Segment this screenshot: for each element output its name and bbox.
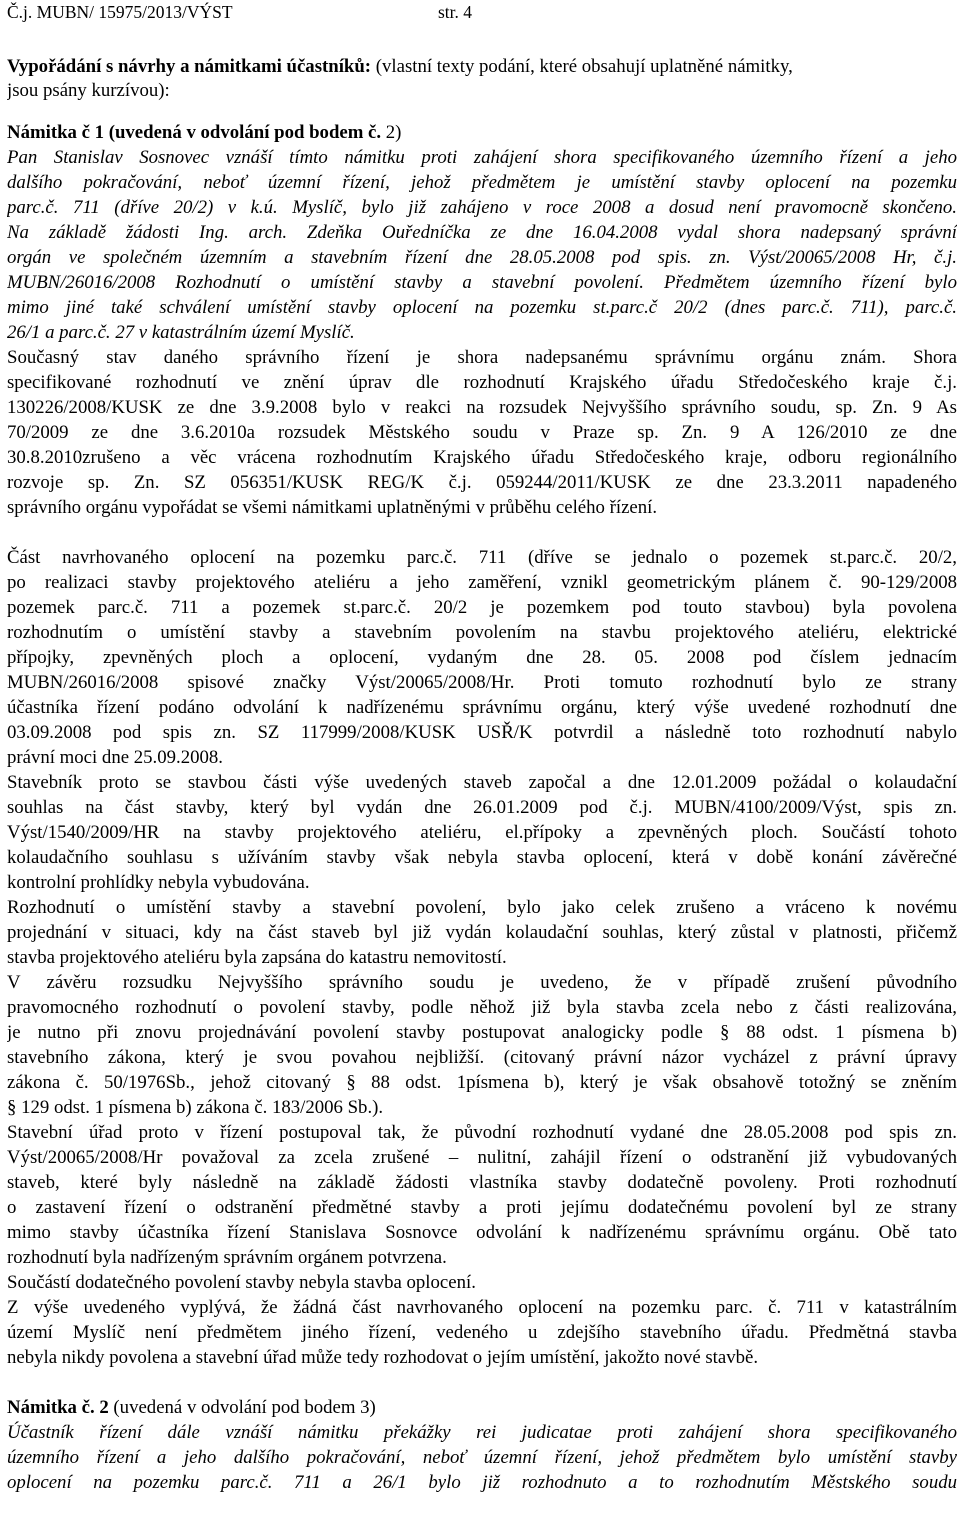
- response-line: přípojky, zpevněných ploch a oplocení, vydaným dne 28. 05. 2008 pod číslem jednacím: [7, 647, 957, 668]
- response-line: MUBN/26016/2008 spisové značky Výst/20065/2008/Hr. Proti tomuto rozhodnutí bylo ze strany: [7, 672, 957, 693]
- response-line: 70/2009 ze dne 3.6.2010a rozsudek Městského soudu v Praze sp. Zn. 9 A 126/2010 ze dne: [7, 422, 957, 443]
- objection-1-line: orgán ve společném územním a stavebním řízení dne 28.05.2008 pod spis. zn. Výst/20065/2008 Hr, č.j.: [7, 247, 957, 268]
- response-line: souhlas na část stavby, který byl vydán dne 26.01.2009 pod č.j. MUBN/4100/2009/Výst, spis zn.: [7, 797, 957, 818]
- response-line: území Myslíč není předmětem jiného řízení, vedeného u zdejšího stavebního úřadu. Předmětná stavba: [7, 1322, 957, 1343]
- response-line: o zastavení řízení o odstranění předmětné stavby a proti jejímu dodatečnému povolení byl ze strany: [7, 1197, 957, 1218]
- response-line: pravomocného rozhodnutí o povolení stavby, podle něhož již byla stavba zcela nebo z části realizována,: [7, 997, 957, 1018]
- objection-1-line: Pan Stanislav Sosnovec vznáší tímto námitku proti zahájení shora specifikovaného územního řízení a jeho: [7, 147, 957, 168]
- response-line: rozvoje sp. Zn. SZ 056351/KUSK REG/K č.j. 059244/2011/KUSK ze dne 23.3.2011 napadeného: [7, 472, 957, 493]
- objection-2-line: Účastník řízení dále vznáší námitku překážky rei judicatae proti zahájení shora specifikovaného: [7, 1422, 957, 1443]
- response-line: § 129 odst. 1 písmena b) zákona č. 183/2006 Sb.).: [7, 1097, 384, 1118]
- response-line: Současný stav daného správního řízení je shora nadepsanému správnímu orgánu znám. Shora: [7, 347, 957, 368]
- response-line: kontrolní prohlídky nebyla vybudována.: [7, 872, 310, 893]
- response-line: mimo stavby účastníka řízení Stanislava Sosnovce odvolání k nadřízenému správnímu orgánu. Obě tato: [7, 1222, 957, 1243]
- objection-1-line: mimo jiné také schválení umístění stavby oplocení na pozemku st.parc.č 20/2 (dnes parc.č. 711), parc.č.: [7, 297, 957, 318]
- response-line: rozhodnutím o umístění stavby a stavebním povolením na stavbu projektového ateliéru, elektrické: [7, 622, 957, 643]
- response-line: zákona č. 50/1976Sb., jehož citovaný § 88 odst. 1písmena b), který je však obsahově totožný se zněním: [7, 1072, 957, 1093]
- response-line: kolaudačního souhlasu s užíváním stavby však nebyla stavba oplocení, která v době konání závěrečné: [7, 847, 957, 868]
- response-line: právní moci dne 25.09.2008.: [7, 747, 223, 768]
- response-line: 130226/2008/KUSK ze dne 3.9.2008 bylo v reakci na rozsudek Nejvyššího správního soudu, sp. Zn. 9 As: [7, 397, 957, 418]
- response-line: 30.8.2010zrušeno a věc vrácena rozhodnutím Krajského úřadu Středočeského kraje, odboru regionálního: [7, 447, 957, 468]
- objection-1-line: 26/1 a parc.č. 27 v katastrálním území Myslíč.: [7, 322, 355, 343]
- response-line: účastníka řízení podáno odvolání k nadřízenému správnímu orgánu, který výše uvedené rozhodnutí dne: [7, 697, 957, 718]
- objection-1-line: dalšího pokračování, neboť územní řízení, jehož předmětem je umístění stavby oplocení na pozemku: [7, 172, 957, 193]
- response-line: staveb, které byly následně na základě žádosti vlastníka stavby dodatečně povoleny. Proti rozhodnutí: [7, 1172, 957, 1193]
- response-line: Z výše uvedeného vyplývá, že žádná část navrhovaného oplocení na pozemku parc. č. 711 v katastrálním: [7, 1297, 957, 1318]
- objection-1-line: MUBN/26016/2008 Rozhodnutí o umístění stavby a stavební povolení. Předmětem územního řízení bylo: [7, 272, 957, 293]
- objection-2-line: územního řízení a jeho dalšího pokračování, neboť územní řízení, jehož předmětem bylo umístění stavby: [7, 1447, 957, 1468]
- response-line: Rozhodnutí o umístění stavby a stavební povolení, bylo jako celek zrušeno a vráceno k novému: [7, 897, 957, 918]
- response-line: Součástí dodatečného povolení stavby nebyla stavba oplocení.: [7, 1272, 476, 1293]
- response-line: projednání v situaci, kdy na část staveb byl již vydán kolaudační souhlas, který zůstal v platnosti, přičemž: [7, 922, 957, 943]
- response-line: stavebního zákona, který je svou povahou nejbližší. (citovaný právní názor vycházel z právní úpravy: [7, 1047, 957, 1068]
- response-line: Stavební úřad proto v řízení postupoval tak, že původní rozhodnutí vydané dne 28.05.2008 pod spis zn.: [7, 1122, 957, 1143]
- response-line: po realizaci stavby projektového ateliéru a jeho zaměření, vznikl geometrickým plánem č. 90-129/2008: [7, 572, 957, 593]
- section-heading-cont: jsou psány kurzívou):: [7, 80, 170, 101]
- section-heading: Vypořádání s návrhy a námitkami účastníků: (vlastní texty podání, které obsahují uplatněné námitky,: [7, 56, 793, 77]
- reference-number: Č.j. MUBN/ 15975/2013/VÝST: [7, 2, 233, 22]
- response-line: pozemek parc.č. 711 a pozemek st.parc.č. 20/2 je pozemkem pod touto stavbou) byla povolena: [7, 597, 957, 618]
- objection-2-title: Námitka č. 2 (uvedená v odvolání pod bodem 3): [7, 1397, 376, 1418]
- response-line: Stavebník proto se stavbou části výše uvedených staveb započal a dne 12.01.2009 požádal o kolaudační: [7, 772, 957, 793]
- response-line: Část navrhovaného oplocení na pozemku parc.č. 711 (dříve se jednalo o pozemek st.parc.č. 20/2,: [7, 547, 957, 568]
- objection-1-line: parc.č. 711 (dříve 20/2) v k.ú. Myslíč, bylo již zahájeno v roce 2008 a dosud není pravomocně skončeno.: [7, 197, 957, 218]
- response-line: je nutno při znovu projednávání povolení stavby postupovat analogicky podle § 88 odst. 1 písmena b): [7, 1022, 957, 1043]
- response-line: rozhodnutí byla nadřízeným správním orgánem potvrzena.: [7, 1247, 447, 1268]
- objection-1-line: Na základě žádosti Ing. arch. Zdeňka Ouředníčka ze dne 16.04.2008 vydal shora nadepsaný správní: [7, 222, 957, 243]
- page-header: [7, 0, 957, 24]
- response-line: 03.09.2008 pod spis zn. SZ 117999/2008/KUSK USŘ/K potvrdil a následně toto rozhodnutí nabylo: [7, 722, 957, 743]
- response-line: specifikované rozhodnutí ve znění úprav dle rozhodnutí Krajského úřadu Středočeského kraje č.j.: [7, 372, 957, 393]
- response-line: správního orgánu vypořádat se všemi námitkami uplatněnými v průběhu celého řízení.: [7, 497, 658, 518]
- response-line: Výst/20065/2008/Hr považoval za zcela zrušené – nulitní, zahájil řízení o odstranění již vybudovaných: [7, 1147, 957, 1168]
- response-line: Výst/1540/2009/HR na stavby projektového ateliéru, el.přípoky a zpevněných ploch. Součástí tohoto: [7, 822, 957, 843]
- objection-1-title: Námitka č 1 (uvedená v odvolání pod bodem č. 2): [7, 122, 402, 143]
- objection-2-line: oplocení na pozemku parc.č. 711 a 26/1 bylo již rozhodnuto a to rozhodnutím Městského soudu: [7, 1472, 957, 1493]
- response-line: nebyla nikdy povolena a stavební úřad může tedy rozhodovat o jejím umístění, jakožto nové stavbě.: [7, 1347, 759, 1368]
- response-line: V závěru rozsudku Nejvyššího správního soudu je uvedeno, že v případě zrušení původního: [7, 972, 957, 993]
- response-line: stavba projektového ateliéru byla zapsána do katastru nemovitostí.: [7, 947, 507, 968]
- page-number: str. 4: [438, 2, 473, 22]
